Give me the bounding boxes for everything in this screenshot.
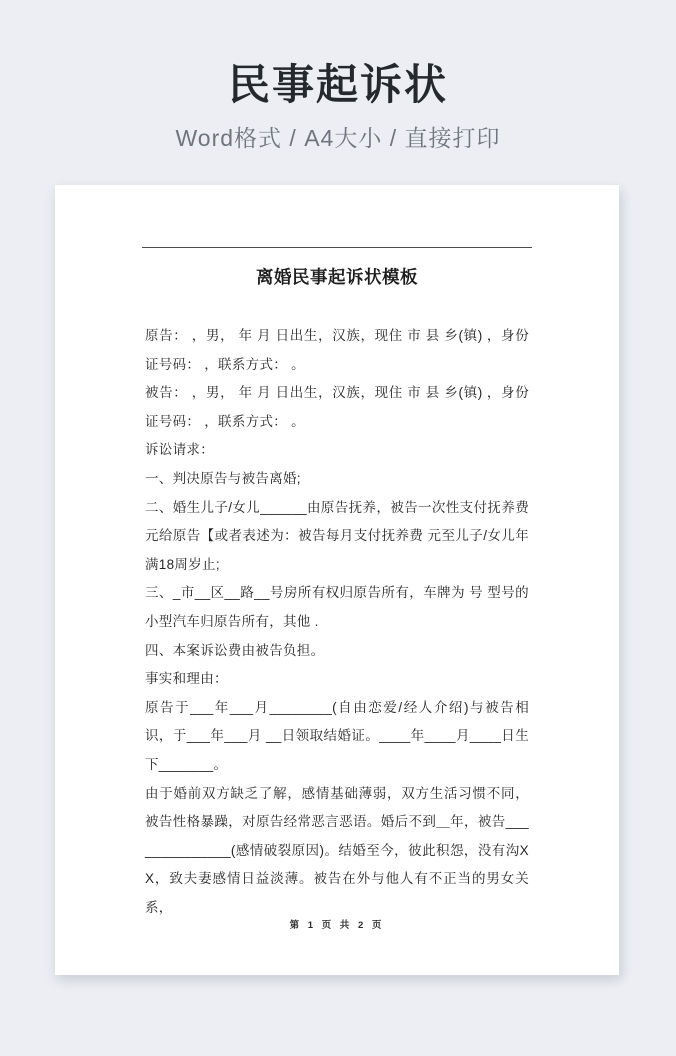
document-paragraph: 一、判决原告与被告离婚; <box>145 470 301 486</box>
document-paragraph: 事实和理由： <box>145 671 228 687</box>
header-title: 民事起诉状 <box>227 61 448 108</box>
document-body <box>145 322 529 922</box>
document-page <box>55 185 619 975</box>
page-number-footer: 第 1 页 共 2 页 <box>289 920 385 931</box>
header-banner <box>0 0 676 153</box>
document-paragraph: 三、_市__区__路__号房所有权归原告所有，车牌为 号 型号的小型汽车归原告所有，其他 . <box>145 585 529 629</box>
header-subtitle: Word格式 / A4大小 / 直接打印 <box>175 125 501 152</box>
document-paragraph: 原告： ，男， 年 月 日出生，汉族，现住 市 县 乡(镇) ，身份证号码： ，联系方式： 。 <box>145 328 529 372</box>
title-divider <box>142 247 532 248</box>
document-paragraph: 二、婚生儿子/女儿______由原告抚养，被告一次性支付抚养费 元给原告【或者表述为：被告每月支付抚养费 元至儿子/女儿年满18周岁止; <box>145 499 529 572</box>
document-title: 离婚民事起诉状模板 <box>256 267 418 287</box>
document-paragraph: 被告： ，男， 年 月 日出生，汉族，现住 市 县 乡(镇) ，身份证号码： ，联系方式： 。 <box>145 385 529 429</box>
document-paragraph: 诉讼请求： <box>145 442 214 458</box>
document-paragraph: 原告于___年___月________(自由恋爱/经人介绍)与被告相识，于___年___月 __日领取结婚证。____年____月____日生下_______。 <box>145 699 529 772</box>
document-paragraph: 由于婚前双方缺乏了解，感情基础薄弱，双方生活习惯不同，被告性格暴躁，对原告经常恶言恶语。婚后不到＿年，被告______________(感情破裂原因)。结婚至今，彼此积怨，没有沟XX，致夫妻感情日益淡薄。被告在外与他人有不正当的男女关系， <box>145 785 529 915</box>
document-paragraph: 四、本案诉讼费由被告负担。 <box>145 642 325 658</box>
